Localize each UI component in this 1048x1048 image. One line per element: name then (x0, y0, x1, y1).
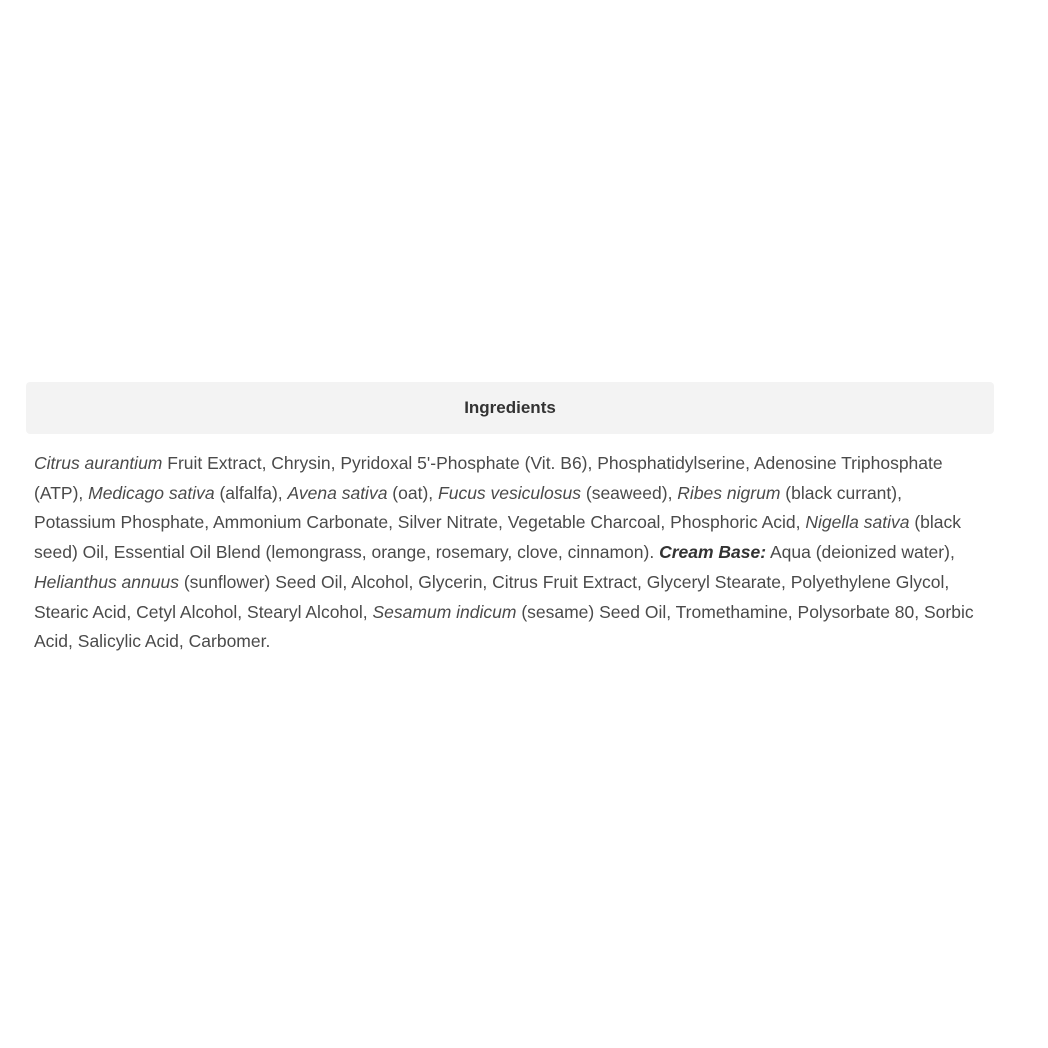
ingredients-panel (26, 382, 994, 657)
ingredient-text: (oat), (387, 482, 439, 503)
botanical-name: Avena sativa (287, 482, 388, 503)
ingredient-text: (seaweed), (581, 482, 678, 503)
botanical-name: Sesamum indicum (372, 601, 517, 622)
ingredient-text: (black currant), Potassium Phosphate, Ammonium Carbonate, Silver Nitrate, Vegetable Charcoal, Phosphoric Acid, (34, 482, 902, 533)
botanical-name: Helianthus annuus (34, 571, 179, 592)
botanical-name: Nigella sativa (805, 512, 910, 533)
ingredients-list (34, 449, 986, 657)
ingredient-text: (sunflower) Seed Oil, Alcohol, Glycerin, Citrus Fruit Extract, Glyceryl Stearate, Polyethylene Glycol, Stearic Acid, Cetyl Alcohol, Stearyl Alcohol, (34, 571, 950, 622)
ingredient-text: (alfalfa), (214, 482, 288, 503)
botanical-name: Fucus vesiculosus (438, 482, 581, 503)
ingredient-text: (black seed) Oil, Essential Oil Blend (lemongrass, orange, rosemary, clove, cinnamon). (34, 512, 962, 563)
ingredient-text: Aqua (deionized water), (766, 542, 955, 563)
ingredients-title: Ingredients (464, 398, 556, 417)
botanical-name: Medicago sativa (88, 482, 215, 503)
botanical-name: Ribes nigrum (677, 482, 781, 503)
ingredients-header (26, 382, 994, 434)
botanical-name: Citrus aurantium (34, 453, 163, 473)
ingredient-text: Fruit Extract, Chrysin, Pyridoxal 5'-Phosphate (Vit. B6), Phosphatidylserine, Adenosine Triphosphate (ATP), (34, 453, 943, 503)
ingredient-text: (sesame) Seed Oil, Tromethamine, Polysorbate 80, Sorbic Acid, Salicylic Acid, Carbomer. (34, 601, 974, 652)
cream-base-label: Cream Base: (659, 542, 767, 563)
